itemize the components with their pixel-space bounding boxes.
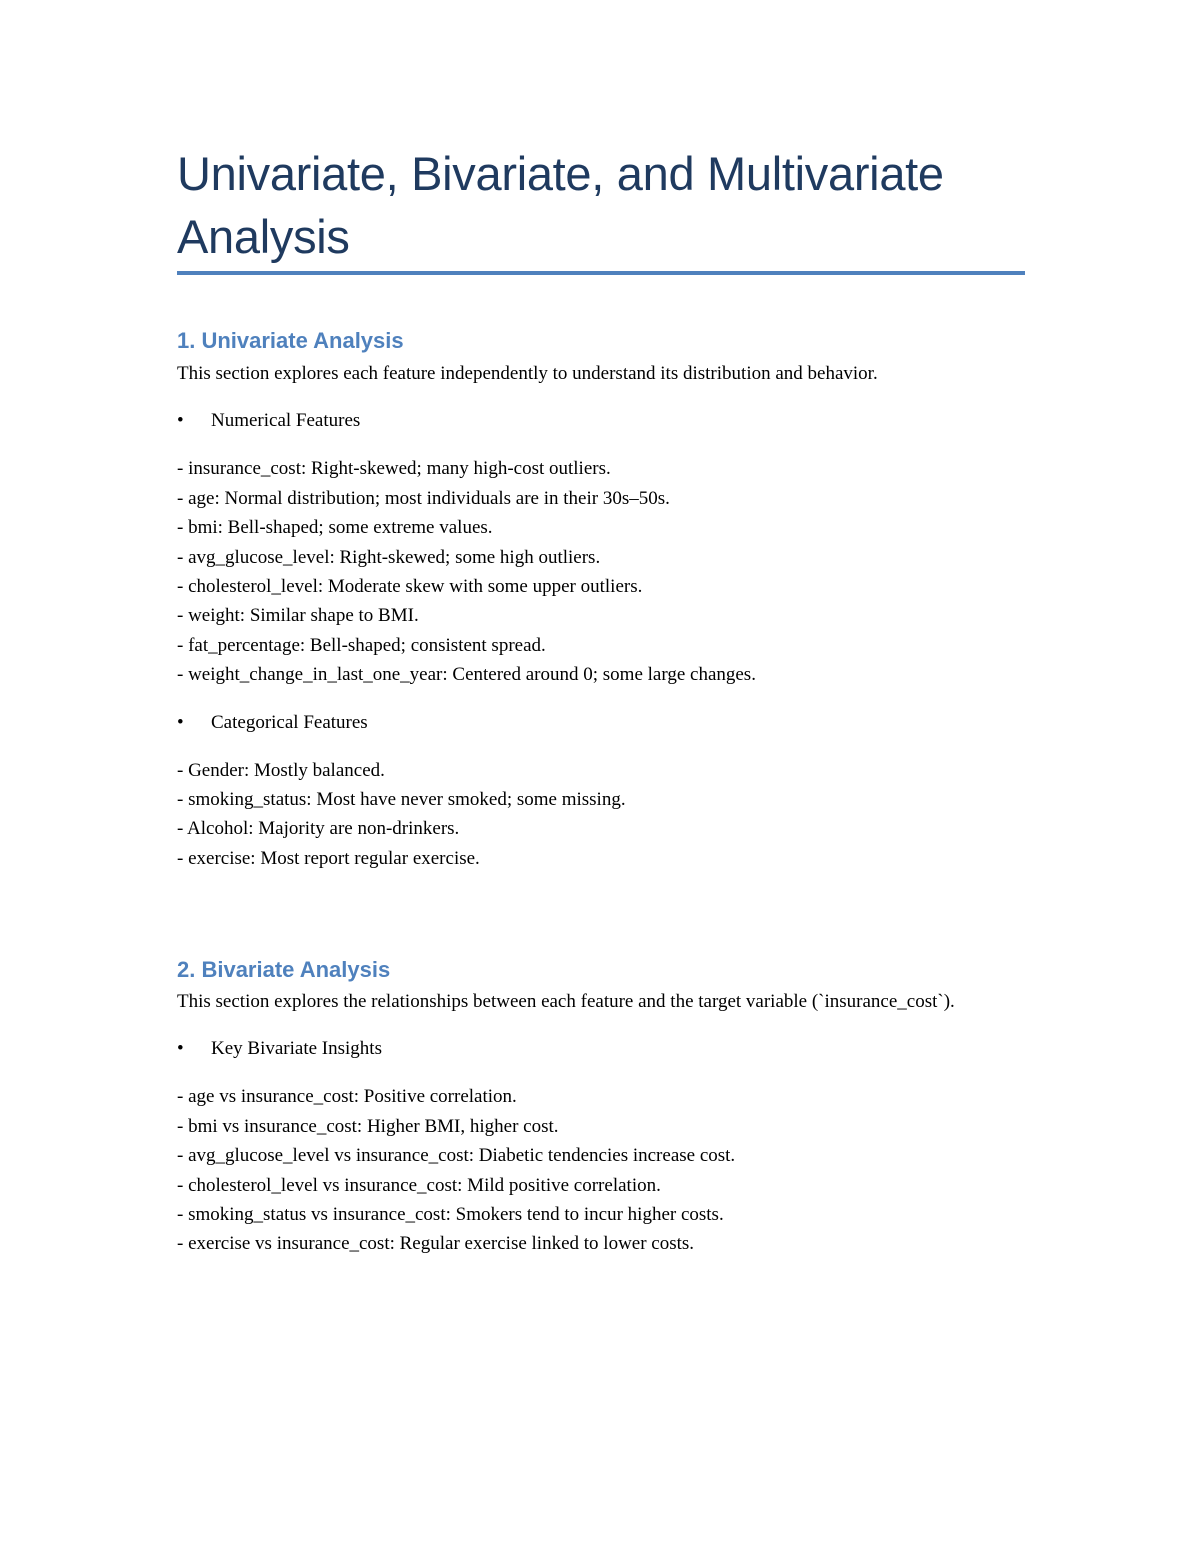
title-underline <box>177 271 1025 275</box>
bullet-label-categorical: Categorical Features <box>211 711 368 733</box>
list-item: - avg_glucose_level vs insurance_cost: Diabetic tendencies increase cost. <box>177 1145 736 1167</box>
bivariate-intro: This section explores the relationships between each feature and the target variable (`insurance_cost`). <box>177 991 955 1012</box>
list-item: - age vs insurance_cost: Positive correlation. <box>177 1086 517 1108</box>
categorical-features-list <box>177 756 1025 874</box>
bullet-key-bivariate-insights <box>177 1034 1025 1063</box>
list-item: - cholesterol_level: Moderate skew with some upper outliers. <box>177 576 643 598</box>
numerical-features-list <box>177 454 1025 689</box>
list-item: - avg_glucose_level: Right-skewed; some high outliers. <box>177 546 601 568</box>
list-item: - age: Normal distribution; most individuals are in their 30s–50s. <box>177 487 670 509</box>
list-item: - Gender: Mostly balanced. <box>177 759 385 781</box>
bullet-categorical-features <box>177 708 1025 737</box>
bullet-icon: • <box>177 410 184 432</box>
bullet-icon: • <box>177 711 184 733</box>
section-heading-bivariate: 2. Bivariate Analysis <box>177 957 391 982</box>
bullet-label-numerical: Numerical Features <box>211 410 361 432</box>
section-univariate <box>177 326 1025 873</box>
list-item: - cholesterol_level vs insurance_cost: Mild positive correlation. <box>177 1174 661 1196</box>
list-item: - weight: Similar shape to BMI. <box>177 605 419 627</box>
list-item: - exercise vs insurance_cost: Regular exercise linked to lower costs. <box>177 1233 695 1255</box>
bivariate-insights-list <box>177 1082 1025 1258</box>
univariate-intro: This section explores each feature independently to understand its distribution and behavior. <box>177 363 878 384</box>
list-item: - weight_change_in_last_one_year: Centered around 0; some large changes. <box>177 664 756 686</box>
list-item: - bmi vs insurance_cost: Higher BMI, higher cost. <box>177 1115 559 1137</box>
document-title: Univariate, Bivariate, and Multivariate Analysis <box>177 147 944 263</box>
list-item: - bmi: Bell-shaped; some extreme values. <box>177 517 493 539</box>
section-heading-univariate: 1. Univariate Analysis <box>177 328 404 353</box>
bullet-icon: • <box>177 1038 184 1060</box>
section-bivariate <box>177 955 1025 1259</box>
list-item: - insurance_cost: Right-skewed; many high-cost outliers. <box>177 458 611 480</box>
list-item: - Alcohol: Majority are non-drinkers. <box>177 818 460 840</box>
bullet-numerical-features <box>177 406 1025 435</box>
list-item: - smoking_status: Most have never smoked; some missing. <box>177 789 626 811</box>
bullet-label-insights: Key Bivariate Insights <box>211 1038 382 1060</box>
list-item: - exercise: Most report regular exercise. <box>177 847 480 869</box>
list-item: - smoking_status vs insurance_cost: Smokers tend to incur higher costs. <box>177 1204 724 1226</box>
list-item: - fat_percentage: Bell-shaped; consistent spread. <box>177 634 546 656</box>
